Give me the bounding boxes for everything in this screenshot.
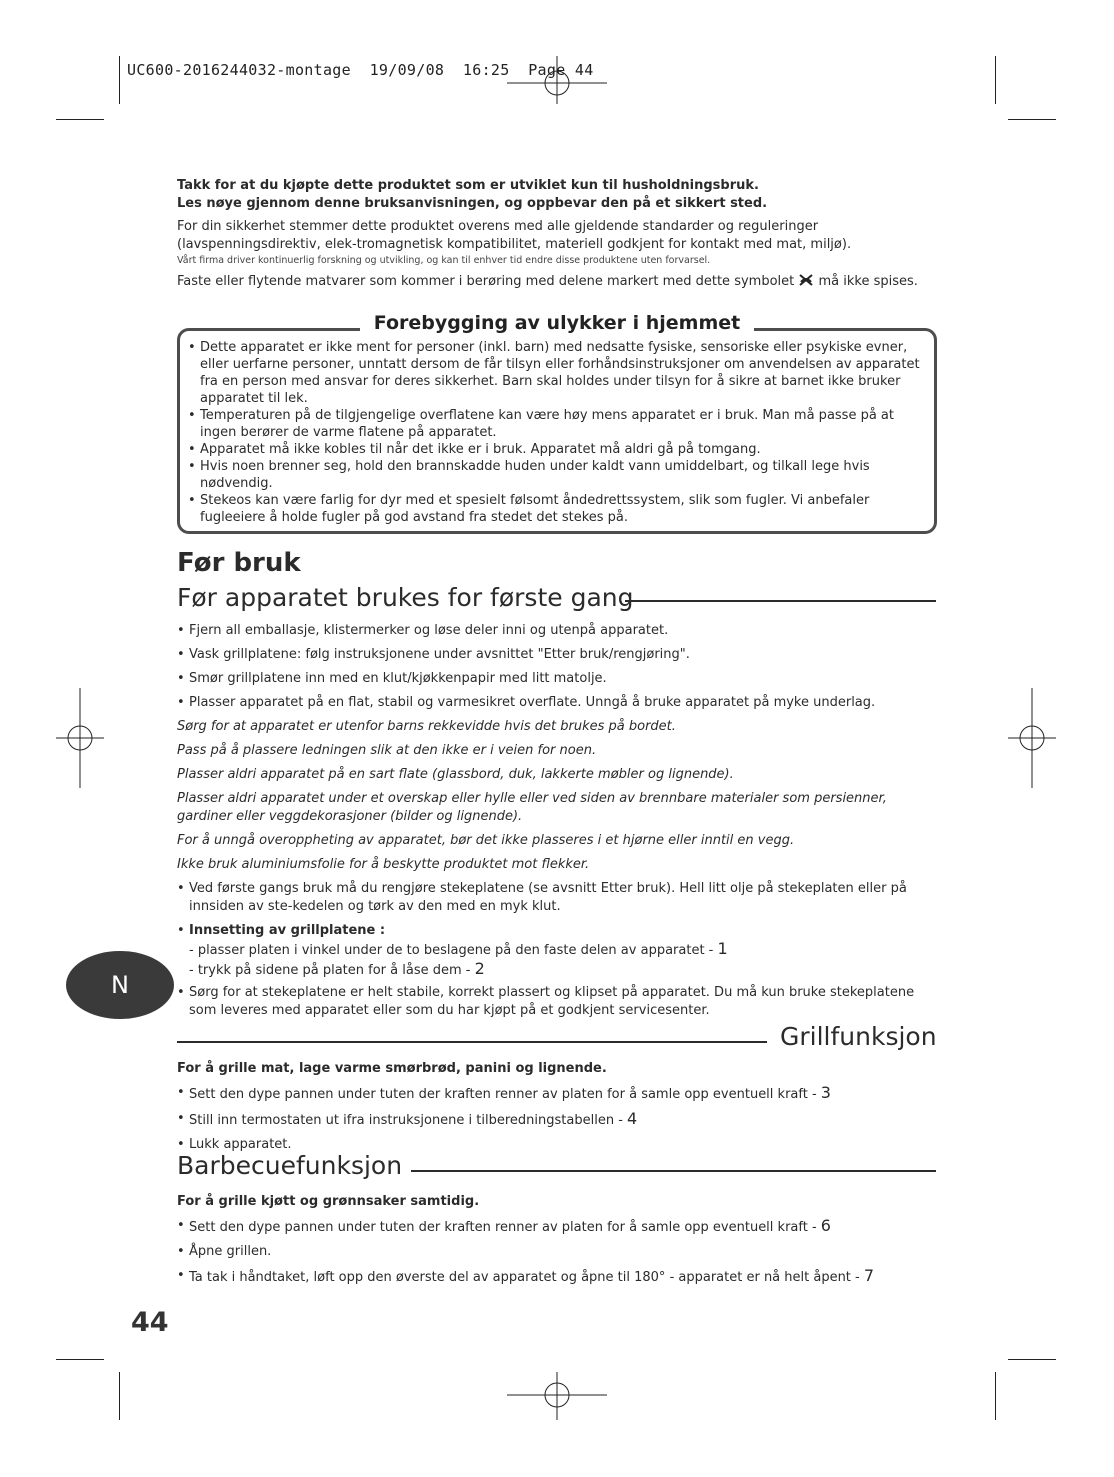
subheading-first-use: Før apparatet brukes for første gang xyxy=(177,583,634,612)
prevention-title: Forebygging av ulykker i hjemmet xyxy=(360,312,754,334)
section-heading-before-use: Før bruk xyxy=(177,548,301,578)
figure-ref-6: 6 xyxy=(820,1216,831,1235)
bbq-item xyxy=(177,1243,937,1261)
insert-plates-item xyxy=(177,922,937,980)
warning-italic: Ikke bruk aluminiumsfolie for å beskytte produktet mot flekker. xyxy=(177,857,590,872)
grill-intro: For å grille mat, lage varme smørbrød, panini og lignende. xyxy=(177,1061,607,1076)
intro-disclaimer: Vårt firma driver kontinuerlig forskning og utvikling, og kan til enhver tid endre disse produktene uten forvarsel. xyxy=(177,255,711,266)
insert-plates-title: Innsetting av grillplatene : xyxy=(189,923,386,938)
first-use-bullets xyxy=(177,880,937,1020)
bbq-item xyxy=(177,1217,937,1237)
intro-safety: For din sikkerhet stemmer dette produktet overens med alle gjeldende standarder og reguleringer (lavspenningsdirektiv, elek-tromagnetisk kompatibilitet, materiell godkjent for kontakt med mat, miljø). xyxy=(177,219,852,252)
warning-italic: Sørg for at apparatet er utenfor barns rekkevidde hvis det brukes på bordet. xyxy=(177,719,676,734)
figure-ref-7: 7 xyxy=(863,1266,875,1285)
figure-ref-3: 3 xyxy=(820,1083,831,1102)
heading-rule xyxy=(411,1170,936,1172)
page-number: 44 xyxy=(131,1307,169,1338)
grill-item xyxy=(177,1110,937,1130)
grill-item-text: Lukk apparatet. xyxy=(189,1137,292,1152)
intro-bold-1: Takk for at du kjøpte dette produktet som er utviklet kun til husholdningsbruk. xyxy=(177,178,759,193)
insert-step-1: - plasser platen i vinkel under de to beslagene på den faste delen av apparatet - xyxy=(189,943,714,958)
bbq-item xyxy=(177,1267,937,1287)
registration-mark-left xyxy=(56,688,104,788)
insert-step-2: - trykk på sidene på platen for å låse dem - xyxy=(189,963,471,978)
symbol-note-pre: Faste eller flytende matvarer som kommer i berøring med delene markert med dette symbolet xyxy=(177,274,795,289)
warning-italic: Plasser aldri apparatet på en sart flate (glassbord, duk, lakkerte møbler og lignende). xyxy=(177,767,734,782)
bbq-item-text: Åpne grillen. xyxy=(189,1244,272,1259)
intro-bold-2: Les nøye gjennom denne bruksanvisningen, og oppbevar den på et sikkert sted. xyxy=(177,196,768,211)
before-use-item: • Smør grillplatene inn med en klut/kjøkkenpapir med litt matolje. xyxy=(177,670,937,688)
language-tab: N xyxy=(66,951,174,1019)
prevention-item: • Stekeos kan være farlig for dyr med et spesielt følsomt åndedrettssystem, slik som fugler. Vi anbefaler fugleeiere å holde fugler på god avstand fra stedet det stekes på. xyxy=(188,492,926,526)
prevention-item: • Temperaturen på de tilgjengelige overflatene kan være høy mens apparatet er i bruk. Man må passe på at ingen berører de varme flatene på apparatet. xyxy=(188,407,926,441)
grill-item-text: Still inn termostaten ut ifra instruksjonene i tilberedningstabellen - xyxy=(189,1113,623,1128)
figure-ref-1: 1 xyxy=(717,939,728,958)
before-use-item: • Vask grillplatene: følg instruksjonene under avsnittet "Etter bruk/rengjøring". xyxy=(177,646,937,664)
grill-item-text: Sett den dype pannen under tuten der kraften renner av platen for å samle opp eventuell kraft - xyxy=(189,1087,817,1102)
warning-italic: Pass på å plassere ledningen slik at den ikke er i veien for noen. xyxy=(177,743,597,758)
before-use-body xyxy=(177,622,937,1020)
before-use-item: • Plasser apparatet på en flat, stabil og varmesikret overflate. Unngå å bruke apparatet på myke underlag. xyxy=(177,694,937,712)
intro xyxy=(177,177,937,291)
bbq-list xyxy=(177,1217,937,1287)
grill-list xyxy=(177,1084,937,1154)
section-heading-bbq: Barbecuefunksjon xyxy=(177,1151,403,1180)
before-use-item: • Fjern all emballasje, klistermerker og løse deler inni og utenpå apparatet. xyxy=(177,622,937,640)
warning-italic: For å unngå overoppheting av apparatet, bør det ikke plasseres i et hjørne eller inntil en vegg. xyxy=(177,833,795,848)
prevention-item: • Apparatet må ikke kobles til når det ikke er i bruk. Apparatet må aldri gå på tomgang. xyxy=(188,441,926,458)
print-slug: UC600-2016244032-montage 19/09/08 16:25 Page 44 xyxy=(127,61,594,79)
figure-ref-4: 4 xyxy=(627,1109,638,1128)
registration-mark-right xyxy=(1008,688,1056,788)
not-edible-icon xyxy=(798,273,814,287)
figure-ref-2: 2 xyxy=(474,959,485,978)
stable-plates-item: • Sørg for at stekeplatene er helt stabile, korrekt plassert og klipset på apparatet. Du må kun bruke stekeplatene som leveres med apparatet eller som du har kjøpt på et godkjent servicesenter. xyxy=(177,984,937,1020)
heading-rule xyxy=(625,600,936,602)
warning-italic: Plasser aldri apparatet under et overskap eller hylle eller ved siden av brennbare materialer som persienner, gardiner eller veggdekorasjoner (bilder og lignende). xyxy=(177,791,887,824)
bbq-body xyxy=(177,1193,937,1287)
bbq-intro: For å grille kjøtt og grønnsaker samtidig. xyxy=(177,1194,480,1209)
intro-symbol-note xyxy=(177,273,937,291)
bbq-item-text: Ta tak i håndtaket, løft opp den øverste del av apparatet og åpne til 180° - apparatet er nå helt åpent - xyxy=(189,1270,860,1285)
before-use-bullets xyxy=(177,622,937,712)
prevention-item: • Hvis noen brenner seg, hold den brannskadde huden under kaldt vann umiddelbart, og tilkall lege hvis nødvendig. xyxy=(188,458,926,492)
section-heading-grill: Grillfunksjon xyxy=(780,1022,937,1051)
first-use-item: • Ved første gangs bruk må du rengjøre stekeplatene (se avsnitt Etter bruk). Hell litt olje på stekeplaten eller på innsiden av ste-kedelen og tørk av den med en myk klut. xyxy=(177,880,937,916)
symbol-note-post: må ikke spises. xyxy=(818,274,918,289)
heading-rule xyxy=(177,1041,767,1043)
prevention-list xyxy=(188,339,926,526)
registration-mark-bottom xyxy=(507,1372,607,1420)
grill-item xyxy=(177,1084,937,1104)
grill-body xyxy=(177,1060,937,1154)
prevention-item: • Dette apparatet er ikke ment for personer (inkl. barn) med nedsatte fysiske, sensoriske eller psykiske evner, eller uerfarne personer, unntatt dersom de får tilsyn eller forhåndsinstruksjoner om anvendelsen av apparatet fra en person med ansvar for deres sikkerhet. Barn skal holdes under tilsyn for å sikre at barnet ikke bruker apparatet til lek. xyxy=(188,339,926,407)
bbq-item-text: Sett den dype pannen under tuten der kraften renner av platen for å samle opp eventuell kraft - xyxy=(189,1220,817,1235)
